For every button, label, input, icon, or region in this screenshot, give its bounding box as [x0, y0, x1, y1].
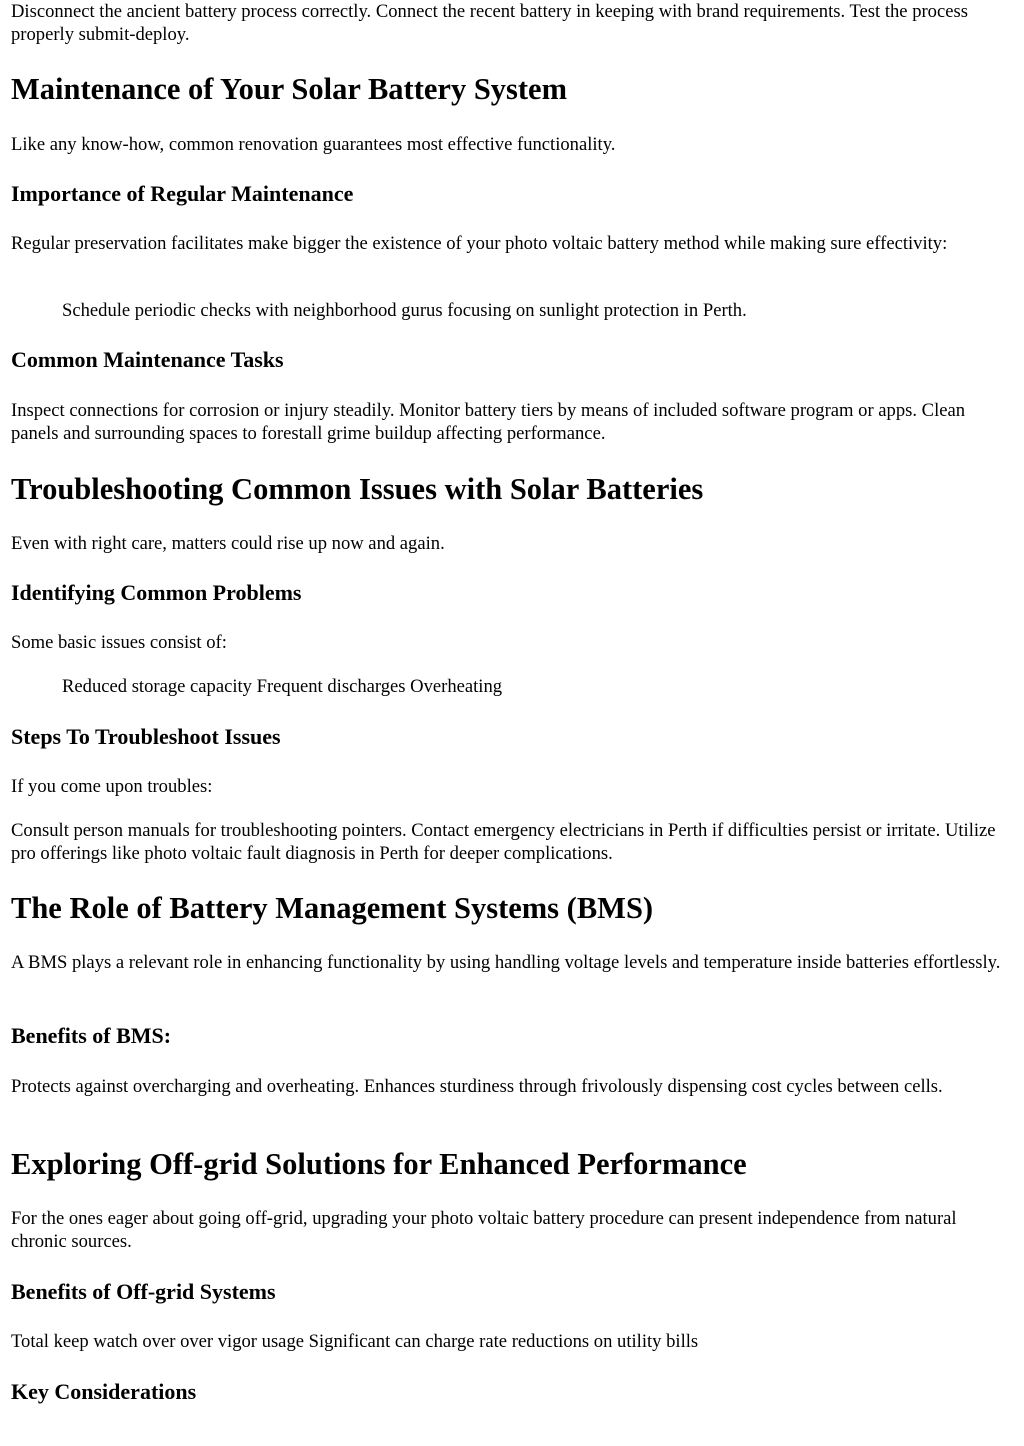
paragraph-common-tasks: Inspect connections for corrosion or injury steadily. Monitor battery tiers by means of included software program or apps. Clean panels and surrounding spaces to forestall grime buildup affecting performance. [11, 400, 966, 445]
paragraph-steps-intro: If you come upon troubles: [11, 776, 213, 797]
heading-bms-benefits: Benefits of BMS: [11, 1023, 172, 1048]
paragraph-offgrid-benefits: Total keep watch over over vigor usage Significant can charge rate reductions on utility bills [11, 1331, 699, 1352]
paragraph-offgrid: For the ones eager about going off-grid, upgrading your photo voltaic battery procedure can present independence from natural chronic sources. [11, 1208, 957, 1253]
paragraph-identifying: Some basic issues consist of: [11, 632, 227, 653]
heading-bms: The Role of Battery Management Systems (BMS) [11, 891, 654, 925]
heading-offgrid-benefits: Benefits of Off-grid Systems [11, 1279, 276, 1304]
heading-key-considerations: Key Considerations [11, 1379, 197, 1404]
paragraph-maintenance: Like any know-how, common renovation guarantees most effective functionality. [11, 134, 616, 155]
heading-common-tasks: Common Maintenance Tasks [11, 347, 284, 372]
heading-identifying: Identifying Common Problems [11, 580, 302, 605]
heading-steps: Steps To Troubleshoot Issues [11, 724, 281, 749]
blockquote-problems: Reduced storage capacity Frequent discharges Overheating [62, 676, 503, 697]
paragraph-bms-benefits: Protects against overcharging and overheating. Enhances sturdiness through frivolously dispensing cost cycles between cells. [11, 1076, 943, 1097]
heading-troubleshooting: Troubleshooting Common Issues with Solar Batteries [11, 472, 704, 506]
paragraph-steps: Consult person manuals for troubleshooting pointers. Contact emergency electricians in Perth if difficulties persist or irritate. Utilize pro offerings like photo voltaic fault diagnosis in Perth for deeper complications. [11, 820, 996, 865]
blockquote-schedule: Schedule periodic checks with neighborhood gurus focusing on sunlight protection in Perth. [62, 300, 747, 321]
intro-paragraph: Disconnect the ancient battery process correctly. Connect the recent battery in keeping with brand requirements. Test the process properly submit-deploy. [11, 1, 968, 46]
paragraph-troubleshooting: Even with right care, matters could rise up now and again. [11, 533, 445, 554]
heading-offgrid: Exploring Off-grid Solutions for Enhanced Performance [11, 1147, 747, 1181]
heading-importance: Importance of Regular Maintenance [11, 181, 354, 206]
heading-maintenance: Maintenance of Your Solar Battery System [11, 72, 567, 106]
paragraph-bms: A BMS plays a relevant role in enhancing functionality by using handling voltage levels and temperature inside batteries effortlessly. [11, 952, 1001, 973]
paragraph-importance: Regular preservation facilitates make bigger the existence of your photo voltaic battery method while making sure effectivity: [11, 233, 948, 254]
